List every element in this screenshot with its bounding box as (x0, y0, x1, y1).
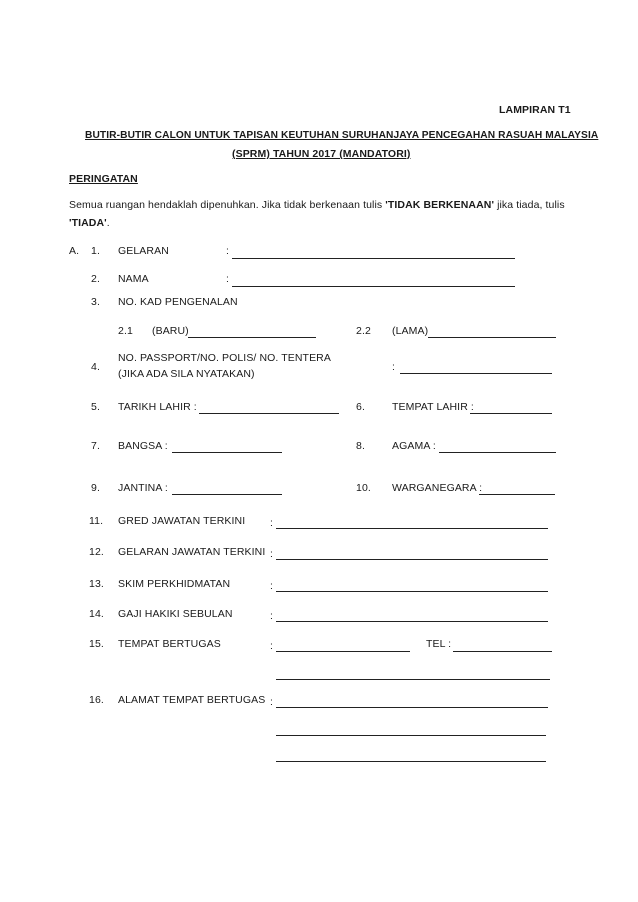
tel-input-line[interactable] (453, 651, 552, 652)
ic-lama-input-line[interactable] (428, 337, 556, 338)
field-10-number: 10. (356, 482, 371, 494)
field-14-colon: : (270, 610, 274, 622)
tarikh-lahir-input-line[interactable] (199, 413, 339, 414)
bangsa-input-line[interactable] (172, 452, 282, 453)
field-8-label: AGAMA : (392, 440, 436, 452)
field-1-number: 1. (91, 245, 100, 257)
field-13-number: 13. (89, 578, 104, 590)
field-5-label: TARIKH LAHIR : (118, 401, 197, 413)
annex-label: LAMPIRAN T1 (499, 104, 571, 116)
field-14-number: 14. (89, 608, 104, 620)
field-2-label: NAMA (118, 273, 149, 285)
field-11-number: 11. (89, 515, 104, 527)
nama-input-line[interactable] (232, 286, 515, 287)
field-4-colon: : (392, 361, 396, 373)
field-14-label: GAJI HAKIKI SEBULAN (118, 608, 233, 620)
ic-baru-input-line[interactable] (188, 337, 316, 338)
field-9-label: JANTINA : (118, 482, 168, 494)
gred-jawatan-input-line[interactable] (276, 528, 548, 529)
form-title-line2: (SPRM) TAHUN 2017 (MANDATORI) (232, 148, 411, 160)
gaji-input-line[interactable] (276, 621, 548, 622)
field-3-2-number: 2.2 (356, 325, 371, 337)
tempat-bertugas-extra-line[interactable] (276, 679, 550, 680)
field-12-colon: : (270, 548, 274, 560)
field-4-label-2: (JIKA ADA SILA NYATAKAN) (118, 368, 255, 380)
form-title-line1: BUTIR-BUTIR CALON UNTUK TAPISAN KEUTUHAN SURUHANJAYA PENCEGAHAN RASUAH MALAYSIA (85, 130, 599, 141)
field-10-label: WARGANEGARA : (392, 482, 483, 494)
alamat-input-line-1[interactable] (276, 707, 548, 708)
section-letter: A. (69, 245, 80, 257)
field-7-number: 7. (91, 440, 100, 452)
warning-text-2: 'TIADA'. (69, 217, 110, 229)
skim-perkhidmatan-input-line[interactable] (276, 591, 548, 592)
alamat-input-line-2[interactable] (276, 735, 546, 736)
field-16-number: 16. (89, 694, 104, 706)
field-13-label: SKIM PERKHIDMATAN (118, 578, 231, 590)
field-5-number: 5. (91, 401, 100, 413)
warning-text: Semua ruangan hendaklah dipenuhkan. Jika tidak berkenaan tulis 'TIDAK BERKENAAN' jika tiada, tulis (69, 199, 565, 211)
field-3-1-label: (BARU) (152, 325, 189, 337)
field-1-label: GELARAN (118, 245, 169, 257)
passport-input-line[interactable] (400, 373, 552, 374)
field-15-colon: : (270, 640, 274, 652)
tempat-lahir-input-line[interactable] (470, 413, 552, 414)
gelaran-jawatan-input-line[interactable] (276, 559, 548, 560)
alamat-input-line-3[interactable] (276, 761, 546, 762)
field-6-number: 6. (356, 401, 365, 413)
field-6-label: TEMPAT LAHIR : (392, 401, 474, 413)
field-3-label: NO. KAD PENGENALAN (118, 296, 238, 308)
field-3-1-number: 2.1 (118, 325, 133, 337)
warganegara-input-line[interactable] (479, 494, 555, 495)
field-4-number: 4. (91, 361, 100, 373)
field-15-label: TEMPAT BERTUGAS (118, 638, 221, 650)
field-16-colon: : (270, 696, 274, 708)
field-2-colon: : (226, 273, 230, 285)
field-11-colon: : (270, 517, 274, 529)
tempat-bertugas-input-line[interactable] (276, 651, 410, 652)
field-15-number: 15. (89, 638, 104, 650)
field-2-number: 2. (91, 273, 100, 285)
field-16-label: ALAMAT TEMPAT BERTUGAS (118, 694, 266, 706)
field-7-label: BANGSA : (118, 440, 168, 452)
field-4-label-1: NO. PASSPORT/NO. POLIS/ NO. TENTERA (118, 352, 331, 364)
field-3-number: 3. (91, 296, 100, 308)
field-12-number: 12. (89, 546, 104, 558)
field-13-colon: : (270, 580, 274, 592)
agama-input-line[interactable] (439, 452, 556, 453)
field-1-colon: : (226, 245, 230, 257)
field-15-tel-label: TEL : (426, 638, 452, 650)
warning-heading: PERINGATAN (69, 173, 138, 185)
gelaran-input-line[interactable] (232, 258, 515, 259)
field-3-2-label: (LAMA) (392, 325, 429, 337)
field-11-label: GRED JAWATAN TERKINI (118, 515, 246, 527)
field-12-label: GELARAN JAWATAN TERKINI (118, 546, 266, 558)
jantina-input-line[interactable] (172, 494, 282, 495)
field-8-number: 8. (356, 440, 365, 452)
field-9-number: 9. (91, 482, 100, 494)
